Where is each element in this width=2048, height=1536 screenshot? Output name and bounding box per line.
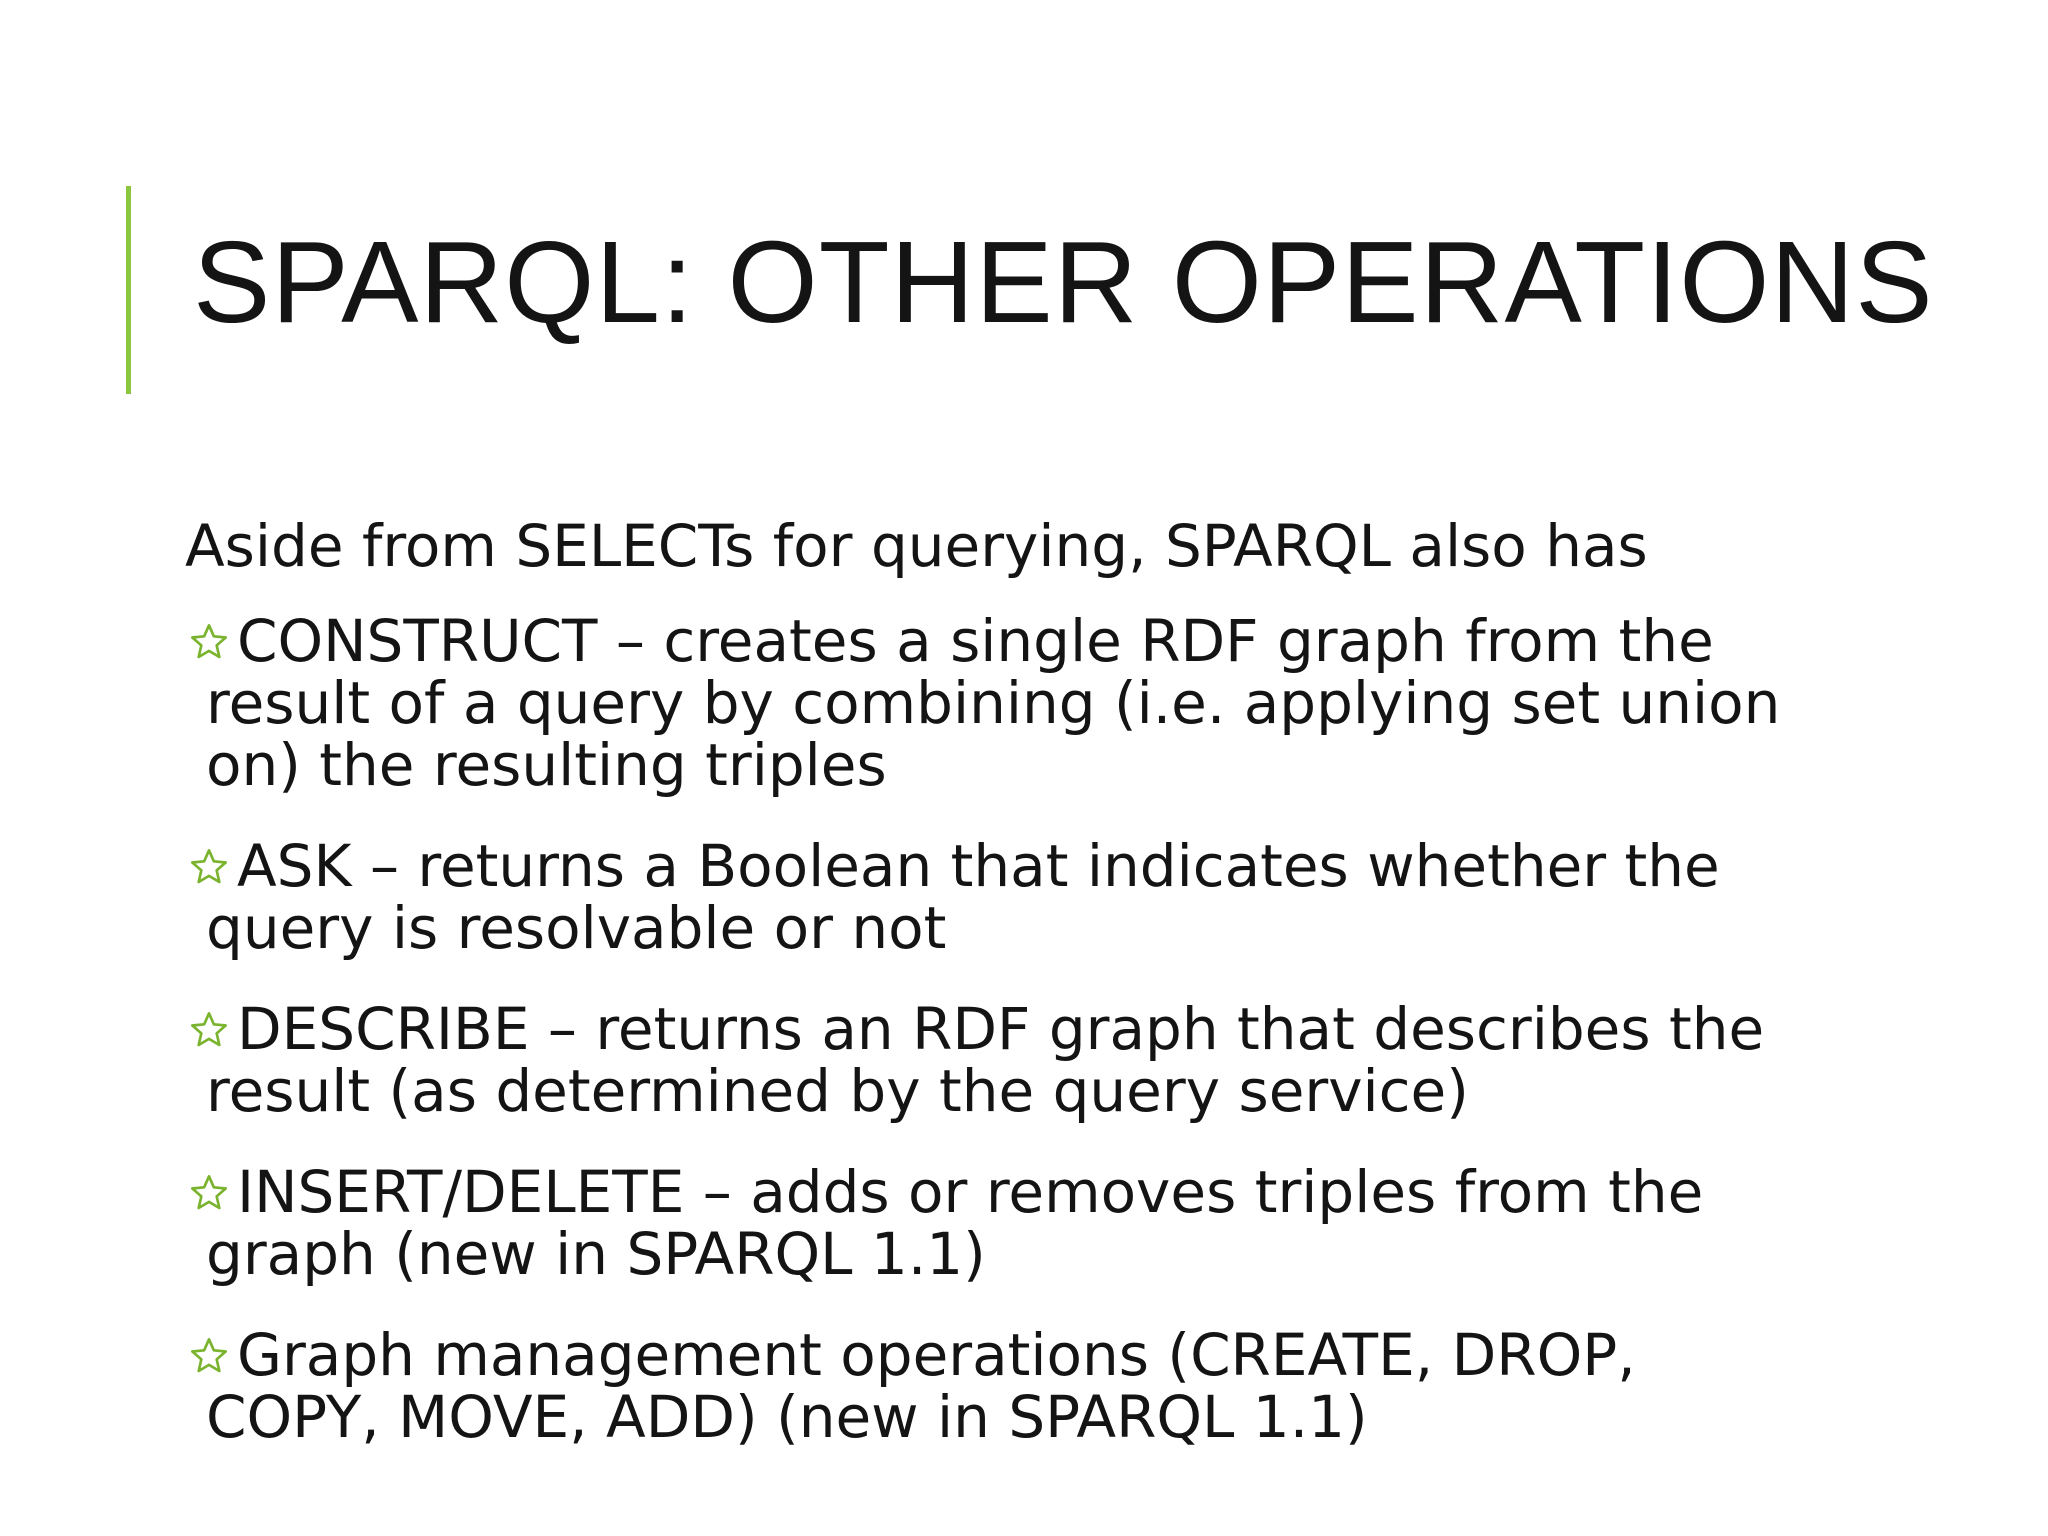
bullet-text: DESCRIBE – returns an RDF graph that describes the result (as determined by the query service) [206,995,1765,1125]
bullet-text: ASK – returns a Boolean that indicates whether the query is resolvable or not [206,832,1720,962]
intro-text: Aside from SELECTs for querying, SPARQL also has [185,512,1648,580]
slide-title: SPARQL: OTHER OPERATIONS [193,217,1934,347]
title-accent-bar [126,186,131,394]
list-item [185,995,1805,1125]
star-outline-icon [189,1336,229,1376]
bullet-text: INSERT/DELETE – adds or removes triples from the graph (new in SPARQL 1.1) [206,1158,1704,1288]
star-outline-icon [189,622,229,662]
bullet-list [185,607,1805,1451]
slide-body [185,512,1805,1487]
list-item [185,607,1805,799]
bullet-text: CONSTRUCT – creates a single RDF graph from the result of a query by combining (i.e. applying set union on) the resulting triples [206,607,1781,799]
star-outline-icon [189,847,229,887]
list-item [185,1321,1805,1451]
bullet-text: Graph management operations (CREATE, DROP, COPY, MOVE, ADD) (new in SPARQL 1.1) [206,1321,1636,1451]
list-item [185,832,1805,962]
list-item [185,1158,1805,1288]
star-outline-icon [189,1173,229,1213]
star-outline-icon [189,1010,229,1050]
